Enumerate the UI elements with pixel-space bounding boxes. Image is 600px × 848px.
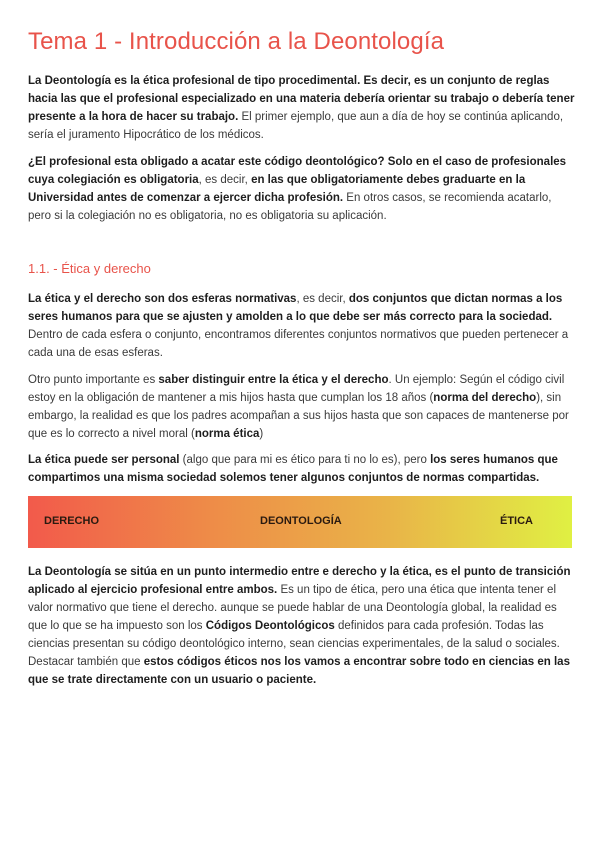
paragraph-deontology-position [28,563,576,689]
body-text: Otro punto importante es [28,374,159,386]
bold-text: ¿El profesional esta obligado a acatar este código deontológico? Solo en el caso de profesionales cuya colegiación es obligatoria [28,156,567,186]
ethics-law-spectrum [28,496,572,548]
paragraph-distinction [28,371,576,443]
body-text: definidos para cada profesión. Todas las ciencias presentan su código deontológico interno, sean ciencias experimentales, de la salud o sociales. Destacar también que [28,620,560,668]
section-subtitle: 1.1. - Ética y derecho [28,261,151,276]
spectrum-label-derecho: DERECHO [44,515,100,527]
body-text: , es decir, [296,293,349,305]
bold-text: en las que obligatoriamente debes graduarte en la Universidad antes de comenzar a ejercer dicha profesión. [28,174,526,204]
body-text: Es un tipo de ética, pero una ética que intenta tener el valor normativo que tiene el derecho. aunque se puede hablar de una Deontología global, la realidad es que lo que se ha impuesto son los [28,584,557,632]
bold-text: La ética y el derecho son dos esferas normativas [28,293,297,305]
body-text: En otros casos, se recomienda acatarlo, pero si la colegiación no es obligatoria, no es obligatoria su aplicación. [28,192,552,222]
bold-text: Códigos Deontológicos [205,620,335,632]
paragraph-personal-ethics [28,451,576,487]
bold-text: norma ética [194,428,260,440]
spectrum-label-etica: ÉTICA [500,515,533,527]
page-title: Tema 1 - Introducción a la Deontología [28,28,445,55]
bold-text: La ética puede ser personal [28,454,180,466]
body-text: ), sin embargo, la realidad es que los padres acompañan a sus hijos hasta que son capaces de mantenerse por que es lo correcto a nivel moral ( [28,392,569,440]
bold-text: estos códigos éticos nos los vamos a encontrar sobre todo en ciencias en las que se trate directamente con un usuario o paciente. [28,656,570,686]
bold-text: dos conjuntos que dictan normas a los seres humanos para que se ajusten y amolden a lo que debe ser más correcto para la sociedad. [28,293,563,323]
spectrum-label-deontologia: DEONTOLOGÍA [260,515,342,527]
body-text: (algo que para mi es ético para ti no lo es), pero [179,454,431,466]
bold-text: La Deontología es la ética profesional de tipo procedimental. Es decir, es un conjunto de reglas hacia las que el profesional especializado en una materia debería orientar su trabajo o debería tener presente a la hora de hacer su trabajo. [28,75,575,123]
body-text: El primer ejemplo, que aun a día de hoy se continúa aplicando, sería el juramento Hipocrático de los médicos. [28,111,564,141]
bold-text: La Deontología se sitúa en un punto intermedio entre e derecho y la ética, es el punto de transición aplicado al ejercicio profesional entre ambos. [28,566,571,596]
paragraph-normative-spheres [28,290,576,362]
bold-text: los seres humanos que compartimos una misma sociedad solemos tener algunos conjuntos de normas compartidas. [28,454,558,484]
body-text: . Un ejemplo: Según el código civil estoy en la obligación de mantener a mis hijos hasta que cumplan los 18 años ( [28,374,565,404]
body-text: Dentro de cada esfera o conjunto, encontramos diferentes conjuntos normativos que pueden pertenecer a cada una de esas esferas. [28,329,569,359]
paragraph-definition [28,72,576,144]
body-text: , es decir, [198,174,252,186]
bold-text: saber distinguir entre la ética y el derecho [158,374,389,386]
body-text: ) [259,428,264,440]
paragraph-obligation [28,153,576,225]
bold-text: norma del derecho [433,392,537,404]
